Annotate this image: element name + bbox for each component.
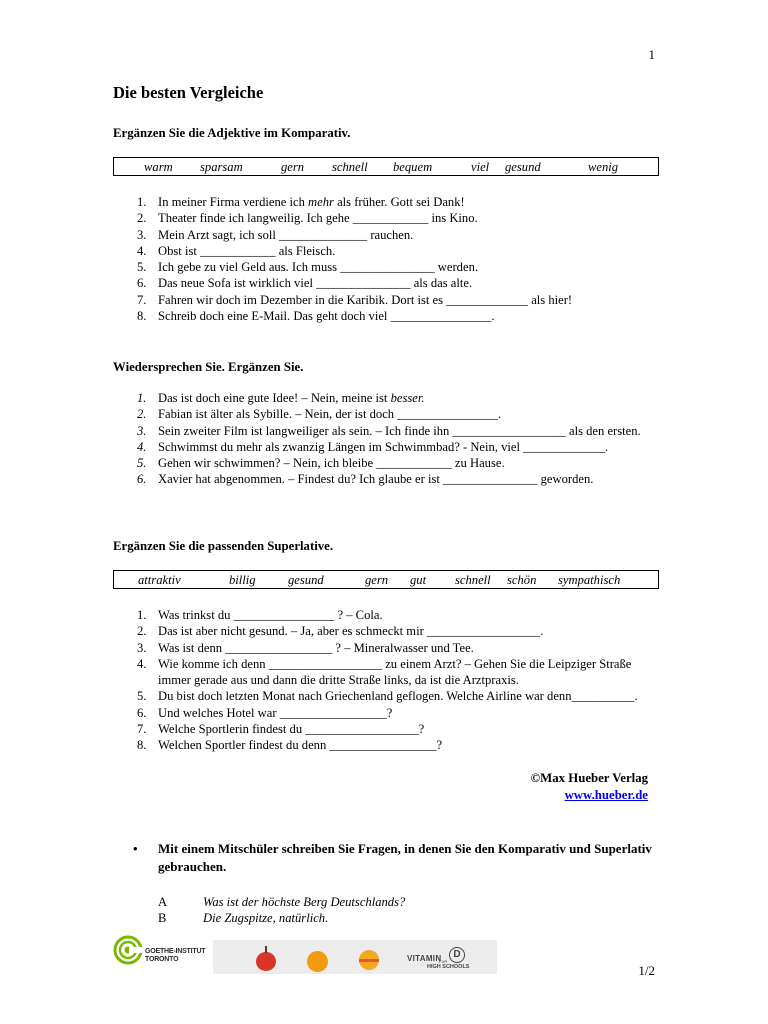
exercise-item: 4. Wie komme ich denn __________________ zu einem Arzt? – Gehen Sie die Leipziger Straße immer gerade aus und dann die dritte Straße links, da ist die Arztpraxis. <box>137 656 632 688</box>
example-text: Was ist der höchste Berg Deutschlands? <box>203 895 406 909</box>
exercise-item: 1. Was trinkst du ________________ ? – Cola. <box>137 608 383 622</box>
word-box-item: bequem <box>393 160 433 174</box>
exercise-item: 2. Das ist aber nicht gesund. – Ja, aber es schmeckt mir __________________. <box>137 624 544 639</box>
word-box-item: gern <box>365 573 389 587</box>
word-box-item: schnell <box>455 573 491 587</box>
goethe-institut-logo <box>113 935 213 971</box>
apple-stem-icon <box>265 946 267 953</box>
exercise-item: 1. Das ist doch eine gute Idee! – Nein, meine ist besser. <box>137 391 425 405</box>
vitamin-d-banner <box>213 940 497 974</box>
exercise-item: 3. Mein Arzt sagt, ich soll ______________ rauchen. <box>137 227 414 242</box>
copyright-notice: ©Max Hueber Verlag <box>530 771 648 785</box>
section3-heading: Ergänzen Sie die passenden Superlative. <box>113 539 334 553</box>
word-box-item: sparsam <box>200 160 243 174</box>
word-box-item: gesund <box>505 160 541 174</box>
apple-icon <box>256 952 276 971</box>
exercise-item: 2. Theater finde ich langweilig. Ich gehe ____________ ins Kino. <box>137 211 478 226</box>
example-text: Die Zugspitze, natürlich. <box>203 911 329 925</box>
exercise-item: 2. Fabian ist älter als Sybille. – Nein, der ist doch ________________. <box>137 407 502 422</box>
exercise-item: 8. Schreib doch eine E-Mail. Das geht doch viel ________________. <box>137 309 495 324</box>
fruit-stripe-icon <box>359 959 379 962</box>
exercise-item: 6. Und welches Hotel war _________________? <box>137 705 393 720</box>
exercise-item: 6. Das neue Sofa ist wirklich viel _______________ als das alte. <box>137 276 473 291</box>
word-box-item: sympathisch <box>558 573 621 587</box>
section1-word-box <box>113 157 659 176</box>
section2-exercise-list <box>113 390 665 488</box>
word-box-item: schnell <box>332 160 368 174</box>
exercise-item: 6. Xavier hat abgenommen. – Findest du? Ich glaube er ist _______________ geworden. <box>137 472 594 487</box>
orange-icon <box>307 951 328 972</box>
task-text: Mit einem Mitschüler schreiben Sie Fragen, in denen Sie den Komparativ und Superlativ gebrauchen. <box>158 841 652 874</box>
word-box-item: gern <box>281 160 305 174</box>
exercise-item: 7. Fahren wir doch im Dezember in die Karibik. Dort ist es _____________ als hier! <box>137 292 573 307</box>
exercise-item: 1. In meiner Firma verdiene ich mehr als früher. Gott sei Dank! <box>137 195 465 209</box>
word-box-item: gesund <box>288 573 324 587</box>
exercise-item: 4. Schwimmst du mehr als zwanzig Längen im Schwimmbad? - Nein, viel _____________. <box>137 439 609 454</box>
word-box-item: wenig <box>588 160 619 174</box>
section2-heading: Wiedersprechen Sie. Ergänzen Sie. <box>113 360 304 374</box>
hueber-link[interactable]: www.hueber.de <box>564 788 648 802</box>
example-label: B <box>158 911 167 925</box>
vitamin-sub-label: HIGH SCHOOLS <box>427 964 470 970</box>
exercise-item: 4. Obst ist ____________ als Fleisch. <box>137 243 336 258</box>
page-title: Die besten Vergleiche <box>113 83 264 102</box>
word-box-item: viel <box>471 160 490 174</box>
logo-text: GOETHE-INSTITUT TORONTO <box>145 948 206 963</box>
bullet-dot-icon: • <box>133 841 138 856</box>
exercise-item: 8. Welchen Sportler findest du denn _________________? <box>137 738 443 753</box>
example-label: A <box>158 895 168 909</box>
exercise-item: 5. Du bist doch letzten Monat nach Griechenland geflogen. Welche Airline war denn__________. <box>137 689 638 704</box>
word-box-item: billig <box>229 573 256 587</box>
page-number: 1 <box>648 47 655 62</box>
word-box-item: gut <box>410 573 427 587</box>
exercise-item: 3. Was ist denn _________________ ? – Mineralwasser und Tee. <box>137 640 474 655</box>
vitamin-d-badge: D <box>449 947 465 963</box>
task-bullet <box>113 840 652 880</box>
section1-heading: Ergänzen Sie die Adjektive im Komparativ. <box>113 126 351 140</box>
section3-word-box <box>113 570 659 589</box>
exercise-item: 5. Ich gebe zu viel Geld aus. Ich muss _______________ werden. <box>137 260 479 275</box>
exercise-item: 5. Gehen wir schwimmen? – Nein, ich bleibe ____________ zu Hause. <box>137 456 505 471</box>
vitamin-label: VITAMIN <box>407 954 442 963</box>
page-footer-number: 1/2 <box>638 963 655 978</box>
word-box-item: attraktiv <box>138 573 181 587</box>
section1-exercise-list <box>113 194 665 324</box>
exercise-item: 7. Welche Sportlerin findest du __________________? <box>137 722 425 737</box>
vitamin-sub-label: FÜR <box>439 959 448 964</box>
word-box-item: warm <box>144 160 173 174</box>
goethe-logo-icon <box>113 935 143 965</box>
section3-exercise-list <box>113 607 665 754</box>
word-box-item: schön <box>507 573 537 587</box>
exercise-item: 3. Sein zweiter Film ist langweiliger als sein. – Ich finde ihn __________________ als den ersten. <box>137 423 641 438</box>
